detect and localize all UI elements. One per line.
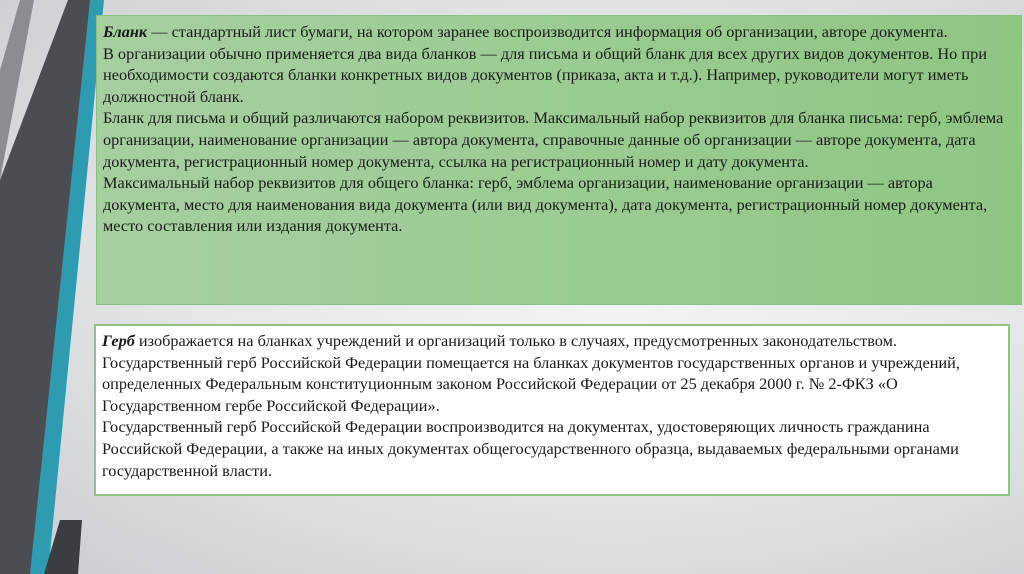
blank-definition [103, 21, 1011, 43]
blank-types-paragraph: В организации обычно применяется два вида бланков — для письма и общий бланк для всех других видов документов. Но при необходимости создаются бланки конкретных видов документов (приказа, акта и т.д.). Например, руководители могут иметь должностной бланк. [103, 43, 987, 106]
letter-blank-paragraph: Бланк для письма и общий различаются набором реквизитов. Максимальный набор реквизитов для бланка письма: герб, эмблема организации, наименование организации — автора документа, справочные данные об организации — авторе документа, дата документа, регистрационный номер документа, ссылка на регистрационный номер и дату документа. [103, 108, 1004, 171]
emblem-documents-paragraph: Государственный герб Российской Федерации воспроизводится на документах, удостоверяющих личность гражданина Российской Федерации, а также на иных документах общегосударственного образца, выдаваемых федеральными органами государственной власти. [102, 417, 959, 480]
term-emblem: Герб [102, 331, 135, 350]
term-blank: Бланк [103, 22, 148, 41]
emblem-paragraph-text: изображается на бланках учреждений и организаций только в случаях, предусмотренных законодательством. Государственный герб Российской Федерации помещается на бланках документов государственных органов и учреждений, определенных Федеральным конституционным законом Российской Федерации от 25 декабря 2000 г. № 2-ФКЗ «О Государственном гербе Российской Федерации». [102, 331, 960, 415]
general-blank-paragraph: Максимальный набор реквизитов для общего бланка: герб, эмблема организации, наименование организации — автора документа, место для наименования вида документа (или вид документа), дата документа, регистрационный номер документа, место составления или издания документа. [103, 173, 988, 236]
blank-definition-text: — стандартный лист бумаги, на котором заранее воспроизводится информация об организации, авторе документа. [147, 22, 948, 41]
emblem-paragraph [102, 330, 998, 416]
white-text-box [94, 324, 1010, 496]
green-text-box [96, 15, 1022, 305]
